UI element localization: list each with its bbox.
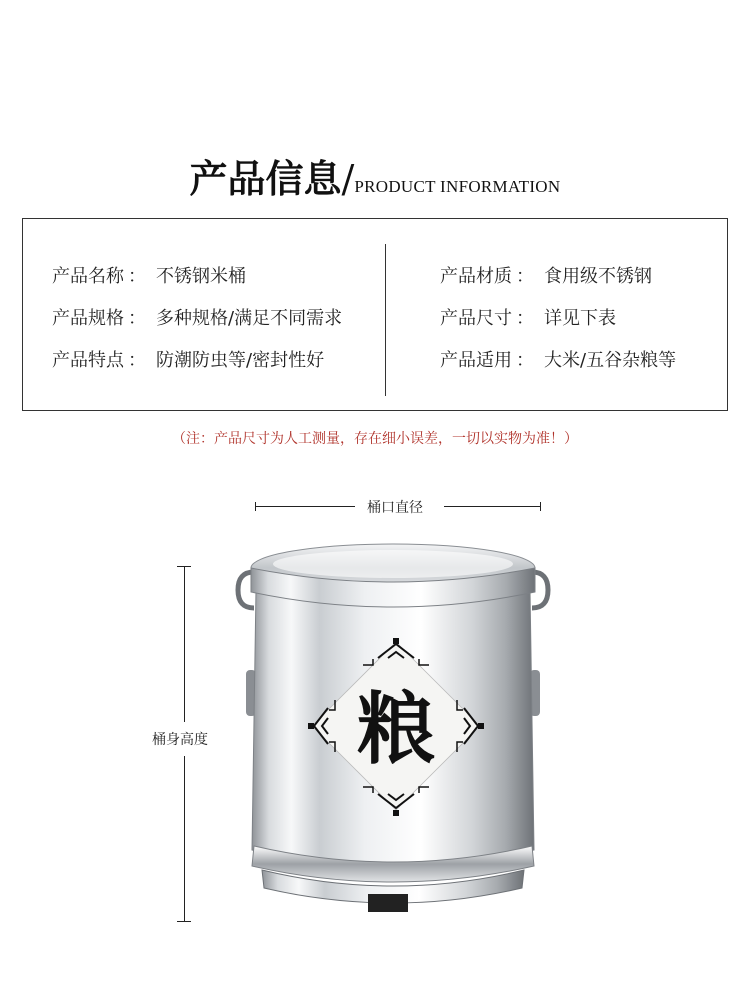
info-key: 产品名称 (52, 266, 124, 287)
info-key: 产品特点 (52, 350, 124, 371)
info-sep: ： (516, 308, 534, 329)
info-row-material (440, 262, 676, 304)
info-sep: ： (128, 350, 146, 371)
info-column-divider (385, 244, 386, 396)
section-title (0, 148, 750, 203)
title-slash: / (341, 157, 355, 201)
info-sep: ： (516, 350, 534, 371)
info-value: 防潮防虫等/密封性好 (156, 350, 325, 371)
info-sep: ： (128, 308, 146, 329)
title-english: PRODUCT INFORMATION (354, 177, 561, 196)
info-row-spec (52, 304, 342, 346)
info-key: 产品规格 (52, 308, 124, 329)
height-line-top (184, 566, 185, 722)
info-column-right (440, 262, 676, 388)
bucket-lid-highlight (273, 550, 513, 578)
info-row-usage (440, 346, 676, 388)
title-chinese: 产品信息 (189, 156, 342, 201)
rice-bucket-image (228, 530, 558, 934)
info-key: 产品适用 (440, 350, 512, 371)
bucket-foot (368, 894, 408, 912)
info-value: 食用级不锈钢 (544, 266, 652, 287)
info-value: 大米/五谷杂粮等 (544, 350, 677, 371)
info-value: 多种规格/满足不同需求 (156, 308, 343, 329)
diameter-line-left (255, 506, 355, 507)
info-row-name (52, 262, 342, 304)
rice-bucket-svg (228, 530, 558, 930)
height-line-bottom (184, 756, 185, 922)
diameter-line-right (444, 506, 540, 507)
info-key: 产品尺寸 (440, 308, 512, 329)
info-value: 详见下表 (544, 308, 616, 329)
info-key: 产品材质 (440, 266, 512, 287)
height-tick-bottom (177, 921, 191, 922)
diameter-tick-right (540, 502, 541, 511)
diameter-label: 桶口直径 (367, 500, 423, 516)
info-column-left (52, 262, 342, 388)
grain-character: 粮 (356, 684, 436, 775)
info-sep: ： (128, 266, 146, 287)
measurement-note: （注：产品尺寸为人工测量，存在细小误差，一切以实物为准！） (172, 431, 578, 447)
height-label: 桶身高度 (152, 732, 208, 748)
info-row-size (440, 304, 676, 346)
info-value: 不锈钢米桶 (156, 266, 246, 287)
info-row-features (52, 346, 342, 388)
info-sep: ： (516, 266, 534, 287)
